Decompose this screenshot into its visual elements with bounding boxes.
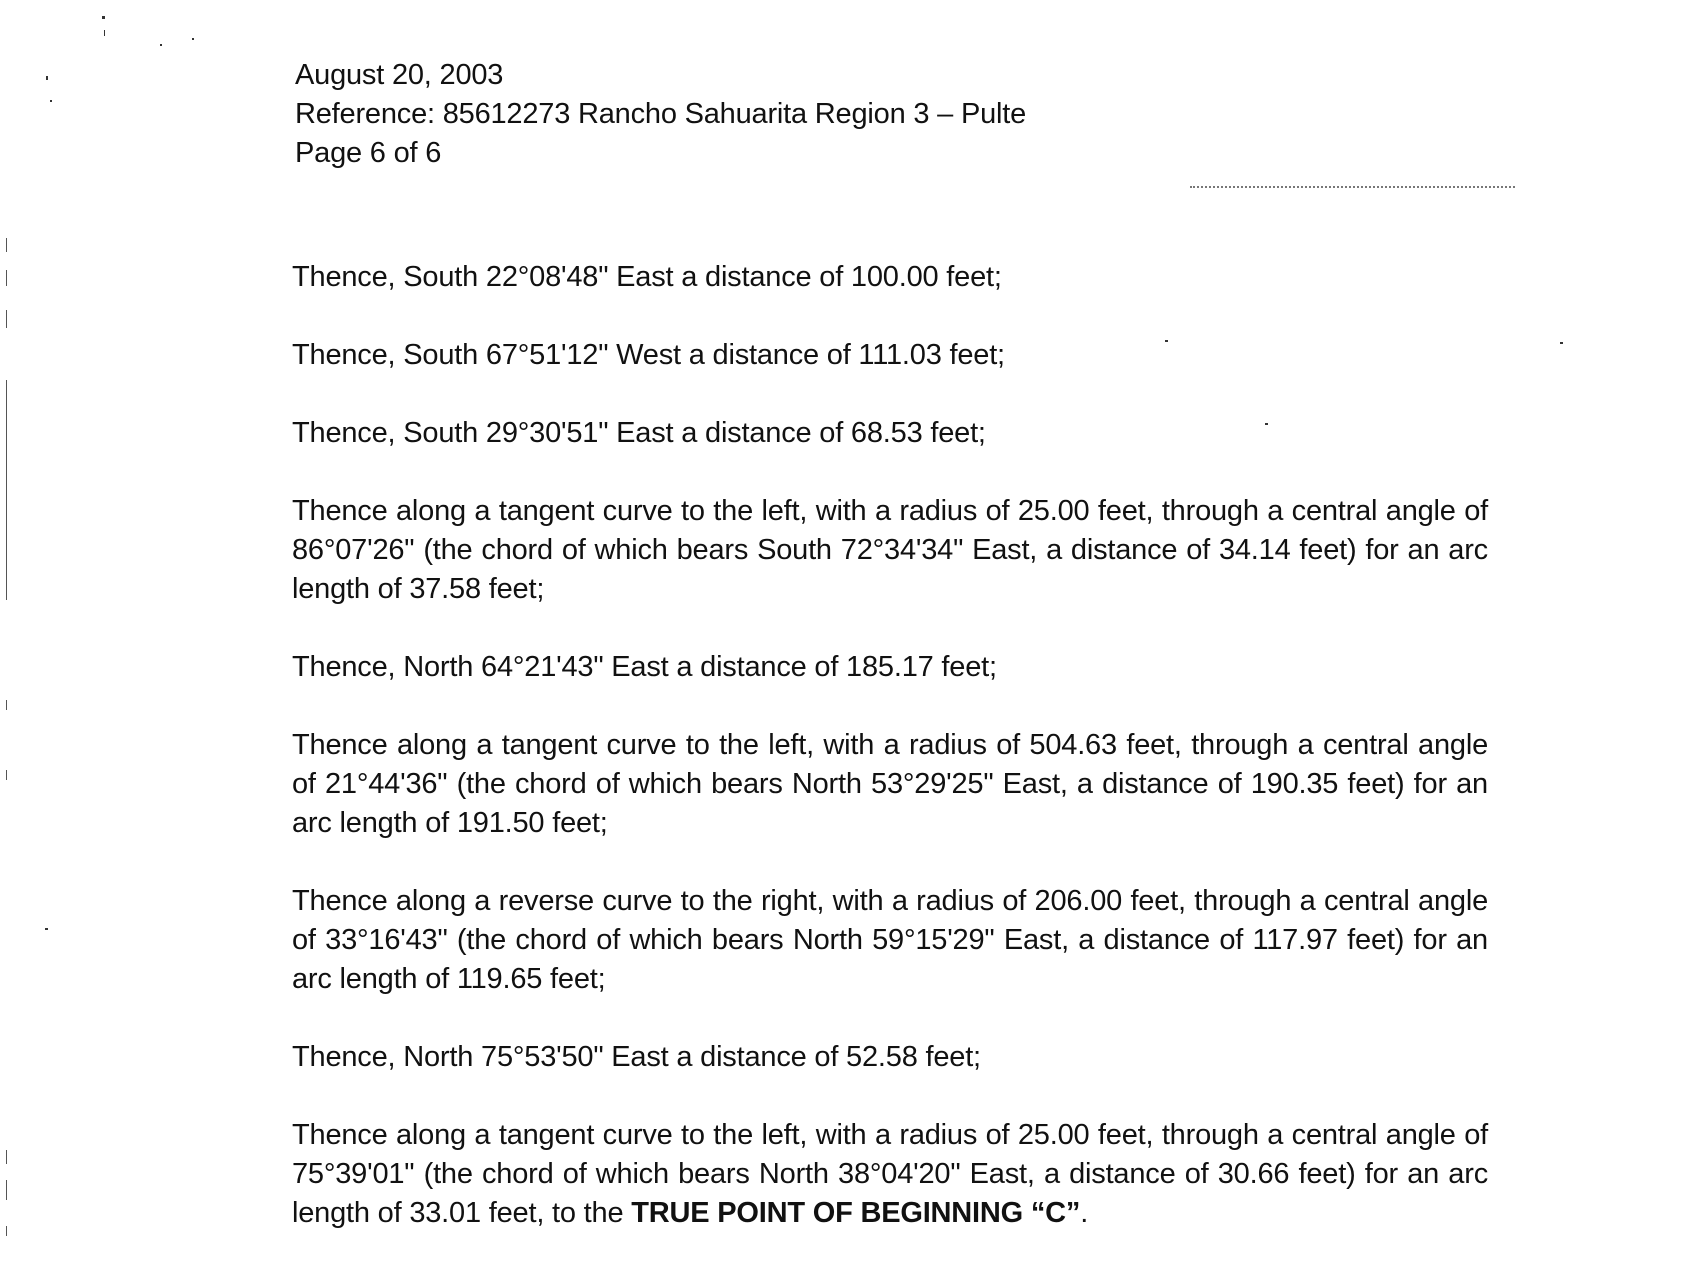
scan-edge-line xyxy=(6,1226,7,1236)
final-curve-tail: . xyxy=(1080,1197,1089,1229)
course-paragraph: Thence, South 22°08'48" East a distance of 100.00 feet; xyxy=(292,261,1002,293)
scan-edge-line xyxy=(6,238,7,252)
scan-speck xyxy=(104,30,105,36)
final-curve-paragraph xyxy=(292,1116,1488,1233)
scan-speck xyxy=(192,38,194,40)
course-paragraph: Thence, South 29°30'51" East a distance of 68.53 feet; xyxy=(292,417,986,449)
scan-speck xyxy=(50,100,52,102)
scan-speck xyxy=(45,928,48,930)
course-paragraph: Thence, South 67°51'12" West a distance of 111.03 feet; xyxy=(292,339,1005,371)
header-dotted-rule xyxy=(1190,186,1515,188)
letter-header xyxy=(295,56,1026,173)
legal-description xyxy=(292,258,1488,1272)
scan-edge-line xyxy=(6,270,7,286)
course-paragraph: Thence, North 64°21'43" East a distance of 185.17 feet; xyxy=(292,651,997,683)
scan-edge-line xyxy=(6,700,7,710)
letter-reference: Reference: 85612273 Rancho Sahuarita Region 3 – Pulte xyxy=(295,98,1027,130)
scan-speck xyxy=(102,16,105,19)
scan-edge-line xyxy=(6,380,7,600)
scan-edge-line xyxy=(6,310,7,328)
curve-paragraph: Thence along a tangent curve to the left, with a radius of 25.00 feet, through a central angle of 86°07'26" (the chord of which bears South 72°34'34" East, a distance of 34.14 feet) for an arc length of 37.58 feet; xyxy=(292,495,1488,605)
scan-speck xyxy=(1560,342,1563,344)
letter-date: August 20, 2003 xyxy=(295,59,504,91)
curve-paragraph: Thence along a reverse curve to the right, with a radius of 206.00 feet, through a central angle of 33°16'43" (the chord of which bears North 59°15'29" East, a distance of 117.97 feet) for an arc length of 119.65 feet; xyxy=(292,885,1488,995)
scan-edge-line xyxy=(6,1180,7,1200)
page-number: Page 6 of 6 xyxy=(295,137,442,169)
scan-speck xyxy=(46,76,48,80)
true-point-of-beginning: TRUE POINT OF BEGINNING “C” xyxy=(631,1197,1081,1229)
scan-speck xyxy=(160,44,162,46)
final-curve-text: Thence along a tangent curve to the left, with a radius of 25.00 feet, through a central angle of 75°39'01" (the chord of which bears North 38°04'20" East, a distance of 30.66 feet) for an arc length of 33.01 feet, to the xyxy=(292,1119,1488,1229)
scan-edge-line xyxy=(6,770,7,780)
course-paragraph: Thence, North 75°53'50" East a distance of 52.58 feet; xyxy=(292,1041,981,1073)
curve-paragraph: Thence along a tangent curve to the left, with a radius of 504.63 feet, through a central angle of 21°44'36" (the chord of which bears North 53°29'25" East, a distance of 190.35 feet) for an arc length of 191.50 feet; xyxy=(292,729,1488,839)
scan-edge-line xyxy=(6,1150,7,1164)
